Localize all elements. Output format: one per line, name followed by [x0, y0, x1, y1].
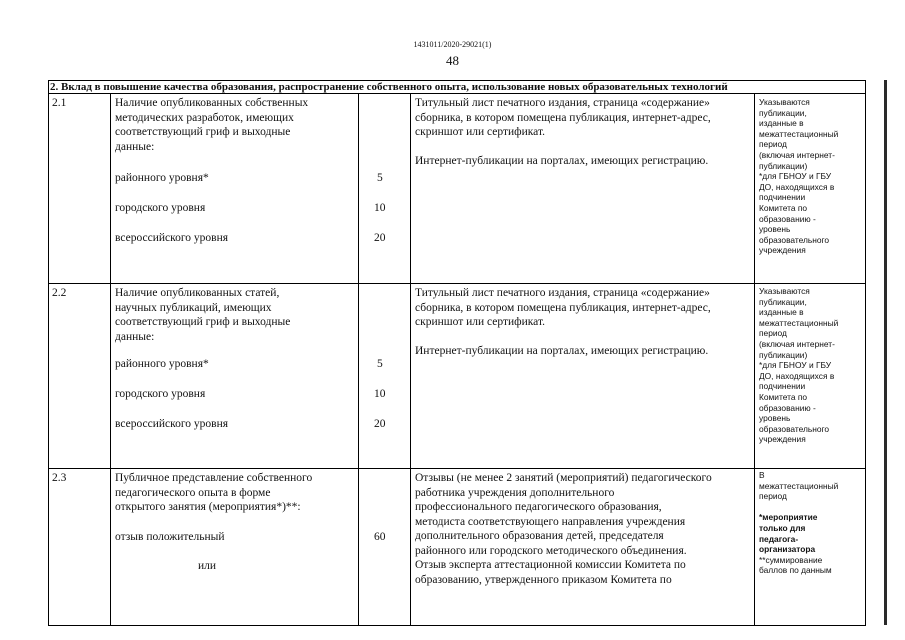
col-divider [110, 93, 111, 625]
evidence-text: Титульный лист печатного издания, страница «содержание» сборника, в котором помещена публикация, интернет-адрес, скриншот или сертификат. Интернет-публикации на порталах, имеющих регистрацию. [415, 287, 711, 357]
row-divider [48, 468, 866, 469]
criteria-table [48, 80, 866, 625]
criterion-text: Наличие опубликованных собственных методических разработок, имеющих соответствующий гриф и выходные данные: [115, 97, 309, 153]
section-title: 2. Вклад в повышение качества образования, распространение собственного опыта, использование новых образовательных технологий [50, 81, 728, 93]
level-points: 20 [374, 418, 386, 430]
level-label: районного уровня* [115, 172, 209, 184]
row-divider [48, 283, 866, 284]
table-border-left [48, 80, 49, 625]
level-label: городского уровня [115, 388, 206, 400]
level-label: всероссийского уровня [115, 418, 229, 430]
level-points: 5 [377, 172, 383, 184]
row-number: 2.2 [52, 287, 67, 299]
table-border-bottom [48, 625, 866, 626]
evidence-text: Отзывы (не менее 2 занятий (мероприятий) педагогического работника учреждения дополнительного профессионального педагогического образования, методиста соответствующего направления учреждения дополнительного образования детей, председателя районного или городского методического объединения. Отзыв эксперта аттестационной комиссии Комитета по образованию, утвержденного приказом Комитета по [415, 472, 712, 586]
or-label: или [198, 560, 217, 572]
criterion-text: Наличие опубликованных статей, научных публикаций, имеющих соответствующий гриф и выходные данные: [115, 287, 291, 343]
row-divider [48, 93, 866, 94]
col-divider [358, 93, 359, 625]
evidence-text: Титульный лист печатного издания, страница «содержание» сборника, в котором помещена публикация, интернет-адрес, скриншот или сертификат. Интернет-публикации на порталах, имеющих регистрацию. [415, 97, 711, 167]
col-divider [754, 93, 755, 625]
level-label: всероссийского уровня [115, 232, 229, 244]
level-points: 60 [374, 531, 386, 543]
level-label: районного уровня* [115, 358, 209, 370]
table-border-right [865, 80, 866, 625]
criterion-text: Публичное представление собственного педагогического опыта в форме открытого занятия (мероприятия*)**: [115, 472, 313, 513]
page-edge-bar [884, 80, 887, 625]
row-number: 2.3 [52, 472, 67, 484]
level-points: 10 [374, 202, 386, 214]
col-divider [410, 93, 411, 625]
level-label: отзыв положительный [115, 531, 225, 543]
level-points: 10 [374, 388, 386, 400]
level-points: 20 [374, 232, 386, 244]
note-text: Указываются публикации, изданные в межаттестационный период (включая интернет- публикации) *для ГБНОУ и ГБУ ДО, находящихся в подчинении Комитета по образованию - уровень образовательного учреждения [759, 97, 839, 256]
level-points: 5 [377, 358, 383, 370]
note-text: В межаттестационный период *мероприятие только для педагога- организатора **суммирование баллов по данным [759, 470, 839, 576]
page-number: 48 [446, 53, 459, 68]
note-text: Указываются публикации, изданные в межаттестационный период (включая интернет- публикации) *для ГБНОУ и ГБУ ДО, находящихся в подчинении Комитета по образованию - уровень образовательного учреждения [759, 286, 839, 445]
document-code: 1431011/2020-29021(1) [413, 40, 492, 49]
level-label: городского уровня [115, 202, 206, 214]
row-number: 2.1 [52, 97, 67, 109]
